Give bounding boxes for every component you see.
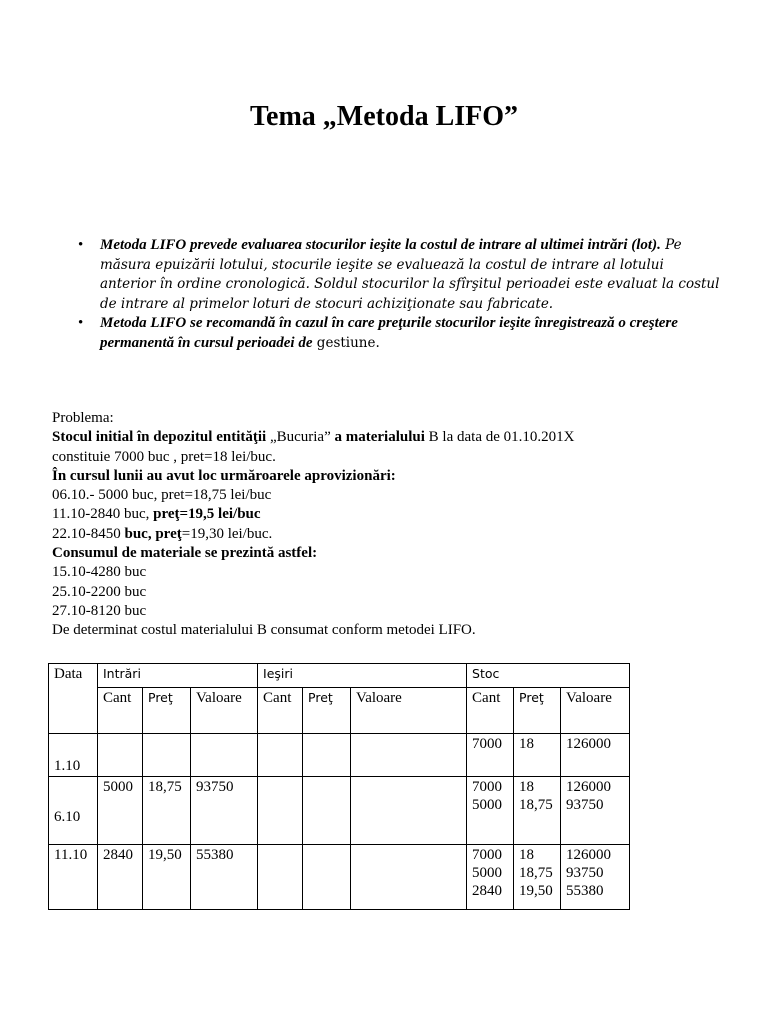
row-out-valoare: [351, 734, 467, 777]
problem-line-initial-qty: constituie 7000 buc , pret=18 lei/buc.: [52, 448, 276, 465]
problem-line-initial-stock: Stocul initial în depozitul entităţii „Bucuria” a materialului B la data de 01.10.201X: [52, 429, 575, 446]
bullet-item-lifo-recommendation: [78, 314, 720, 353]
table-subheader-row: [49, 688, 630, 734]
row-st-valoare: 126000: [561, 734, 630, 777]
table-row: [49, 777, 630, 845]
problem-line-consumption-1: 15.10-4280 buc: [52, 564, 147, 581]
row-date: 6.10: [49, 777, 98, 845]
problem-line-supplies-heading: În cursul lunii au avut loc urmăroarele aprovizionări:: [52, 467, 396, 484]
bullet-bold-text: Metoda LIFO se recomandă în cazul în care preţurile stocurilor ieşite înregistrează o creştere permanentă în cursul perioadei de: [100, 315, 678, 351]
row-out-cant: [258, 777, 303, 845]
header-out-valoare: Valoare: [351, 688, 467, 734]
header-in-valoare: Valoare: [191, 688, 258, 734]
header-intrari: Intrări: [98, 664, 258, 688]
row-st-valoare: 126000 93750: [561, 777, 630, 845]
problem-line-supply-2: 11.10-2840 buc, preţ=19,5 lei/buc: [52, 506, 261, 523]
problem-line-consumption-3: 27.10-8120 buc: [52, 602, 147, 619]
row-out-valoare: [351, 845, 467, 910]
row-in-cant: 5000: [98, 777, 143, 845]
header-st-cant: Cant: [467, 688, 514, 734]
problem-line-task: De determinat costul materialului B consumat conform metodei LIFO.: [52, 622, 476, 639]
row-in-pret: [143, 734, 191, 777]
table-header-row: [49, 664, 630, 688]
bullet-item-lifo-definition: [78, 236, 720, 314]
row-in-pret: 19,50: [143, 845, 191, 910]
header-out-pret: Preţ: [303, 688, 351, 734]
row-in-cant: [98, 734, 143, 777]
row-out-valoare: [351, 777, 467, 845]
header-stoc: Stoc: [467, 664, 630, 688]
problem-line-supply-1: 06.10.- 5000 buc, pret=18,75 lei/buc: [52, 487, 272, 504]
row-st-cant: 7000 5000: [467, 777, 514, 845]
header-data: Data: [49, 664, 98, 734]
header-st-valoare: Valoare: [561, 688, 630, 734]
bullet-italic-text: Pe măsura epuizării lotului, stocurile ieşite se evaluează la costul de intrare al lotului anterior în ordine cronologică. Soldul stocurilor la sfîrşitul perioadei este evaluat la costul de intrare al primelor loturi de stocuri achiziţionate sau fabricate.: [100, 237, 720, 312]
row-st-pret: 18 18,75: [514, 777, 561, 845]
problem-heading: Problema:: [52, 410, 114, 426]
header-out-cant: Cant: [258, 688, 303, 734]
row-st-valoare: 126000 93750 55380: [561, 845, 630, 910]
row-st-cant: 7000 5000 2840: [467, 845, 514, 910]
header-st-pret: Preţ: [514, 688, 561, 734]
page-title: Tema „Metoda LIFO”: [249, 101, 519, 132]
table-row: [49, 845, 630, 910]
row-out-pret: [303, 734, 351, 777]
row-in-valoare: [191, 734, 258, 777]
row-date: 11.10: [49, 845, 98, 910]
row-in-valoare: 93750: [191, 777, 258, 845]
header-iesiri: Ieşiri: [258, 664, 467, 688]
problem-statement: [52, 409, 752, 641]
bullet-dot-icon: •: [78, 315, 84, 331]
row-in-cant: 2840: [98, 845, 143, 910]
header-in-cant: Cant: [98, 688, 143, 734]
bullet-normal-text: gestiune.: [312, 334, 380, 351]
row-out-cant: [258, 734, 303, 777]
method-bullet-list: [78, 236, 720, 353]
problem-line-consumption-heading: Consumul de materiale se prezintă astfel:: [52, 545, 318, 562]
row-in-valoare: 55380: [191, 845, 258, 910]
row-st-pret: 18: [514, 734, 561, 777]
row-in-pret: 18,75: [143, 777, 191, 845]
row-st-pret: 18 18,75 19,50: [514, 845, 561, 910]
header-in-pret: Preţ: [143, 688, 191, 734]
lifo-stock-table: [48, 663, 630, 910]
problem-line-consumption-2: 25.10-2200 buc: [52, 583, 147, 600]
row-date: 1.10: [49, 734, 98, 777]
row-out-pret: [303, 845, 351, 910]
bullet-bold-text: Metoda LIFO prevede evaluarea stocurilor ieşite la costul de intrare al ultimei intrări (lot).: [100, 237, 661, 253]
bullet-dot-icon: •: [78, 237, 84, 253]
row-out-cant: [258, 845, 303, 910]
problem-line-supply-3: 22.10-8450 buc, preţ=19,30 lei/buc.: [52, 525, 273, 542]
table-row: [49, 734, 630, 777]
row-st-cant: 7000: [467, 734, 514, 777]
row-out-pret: [303, 777, 351, 845]
